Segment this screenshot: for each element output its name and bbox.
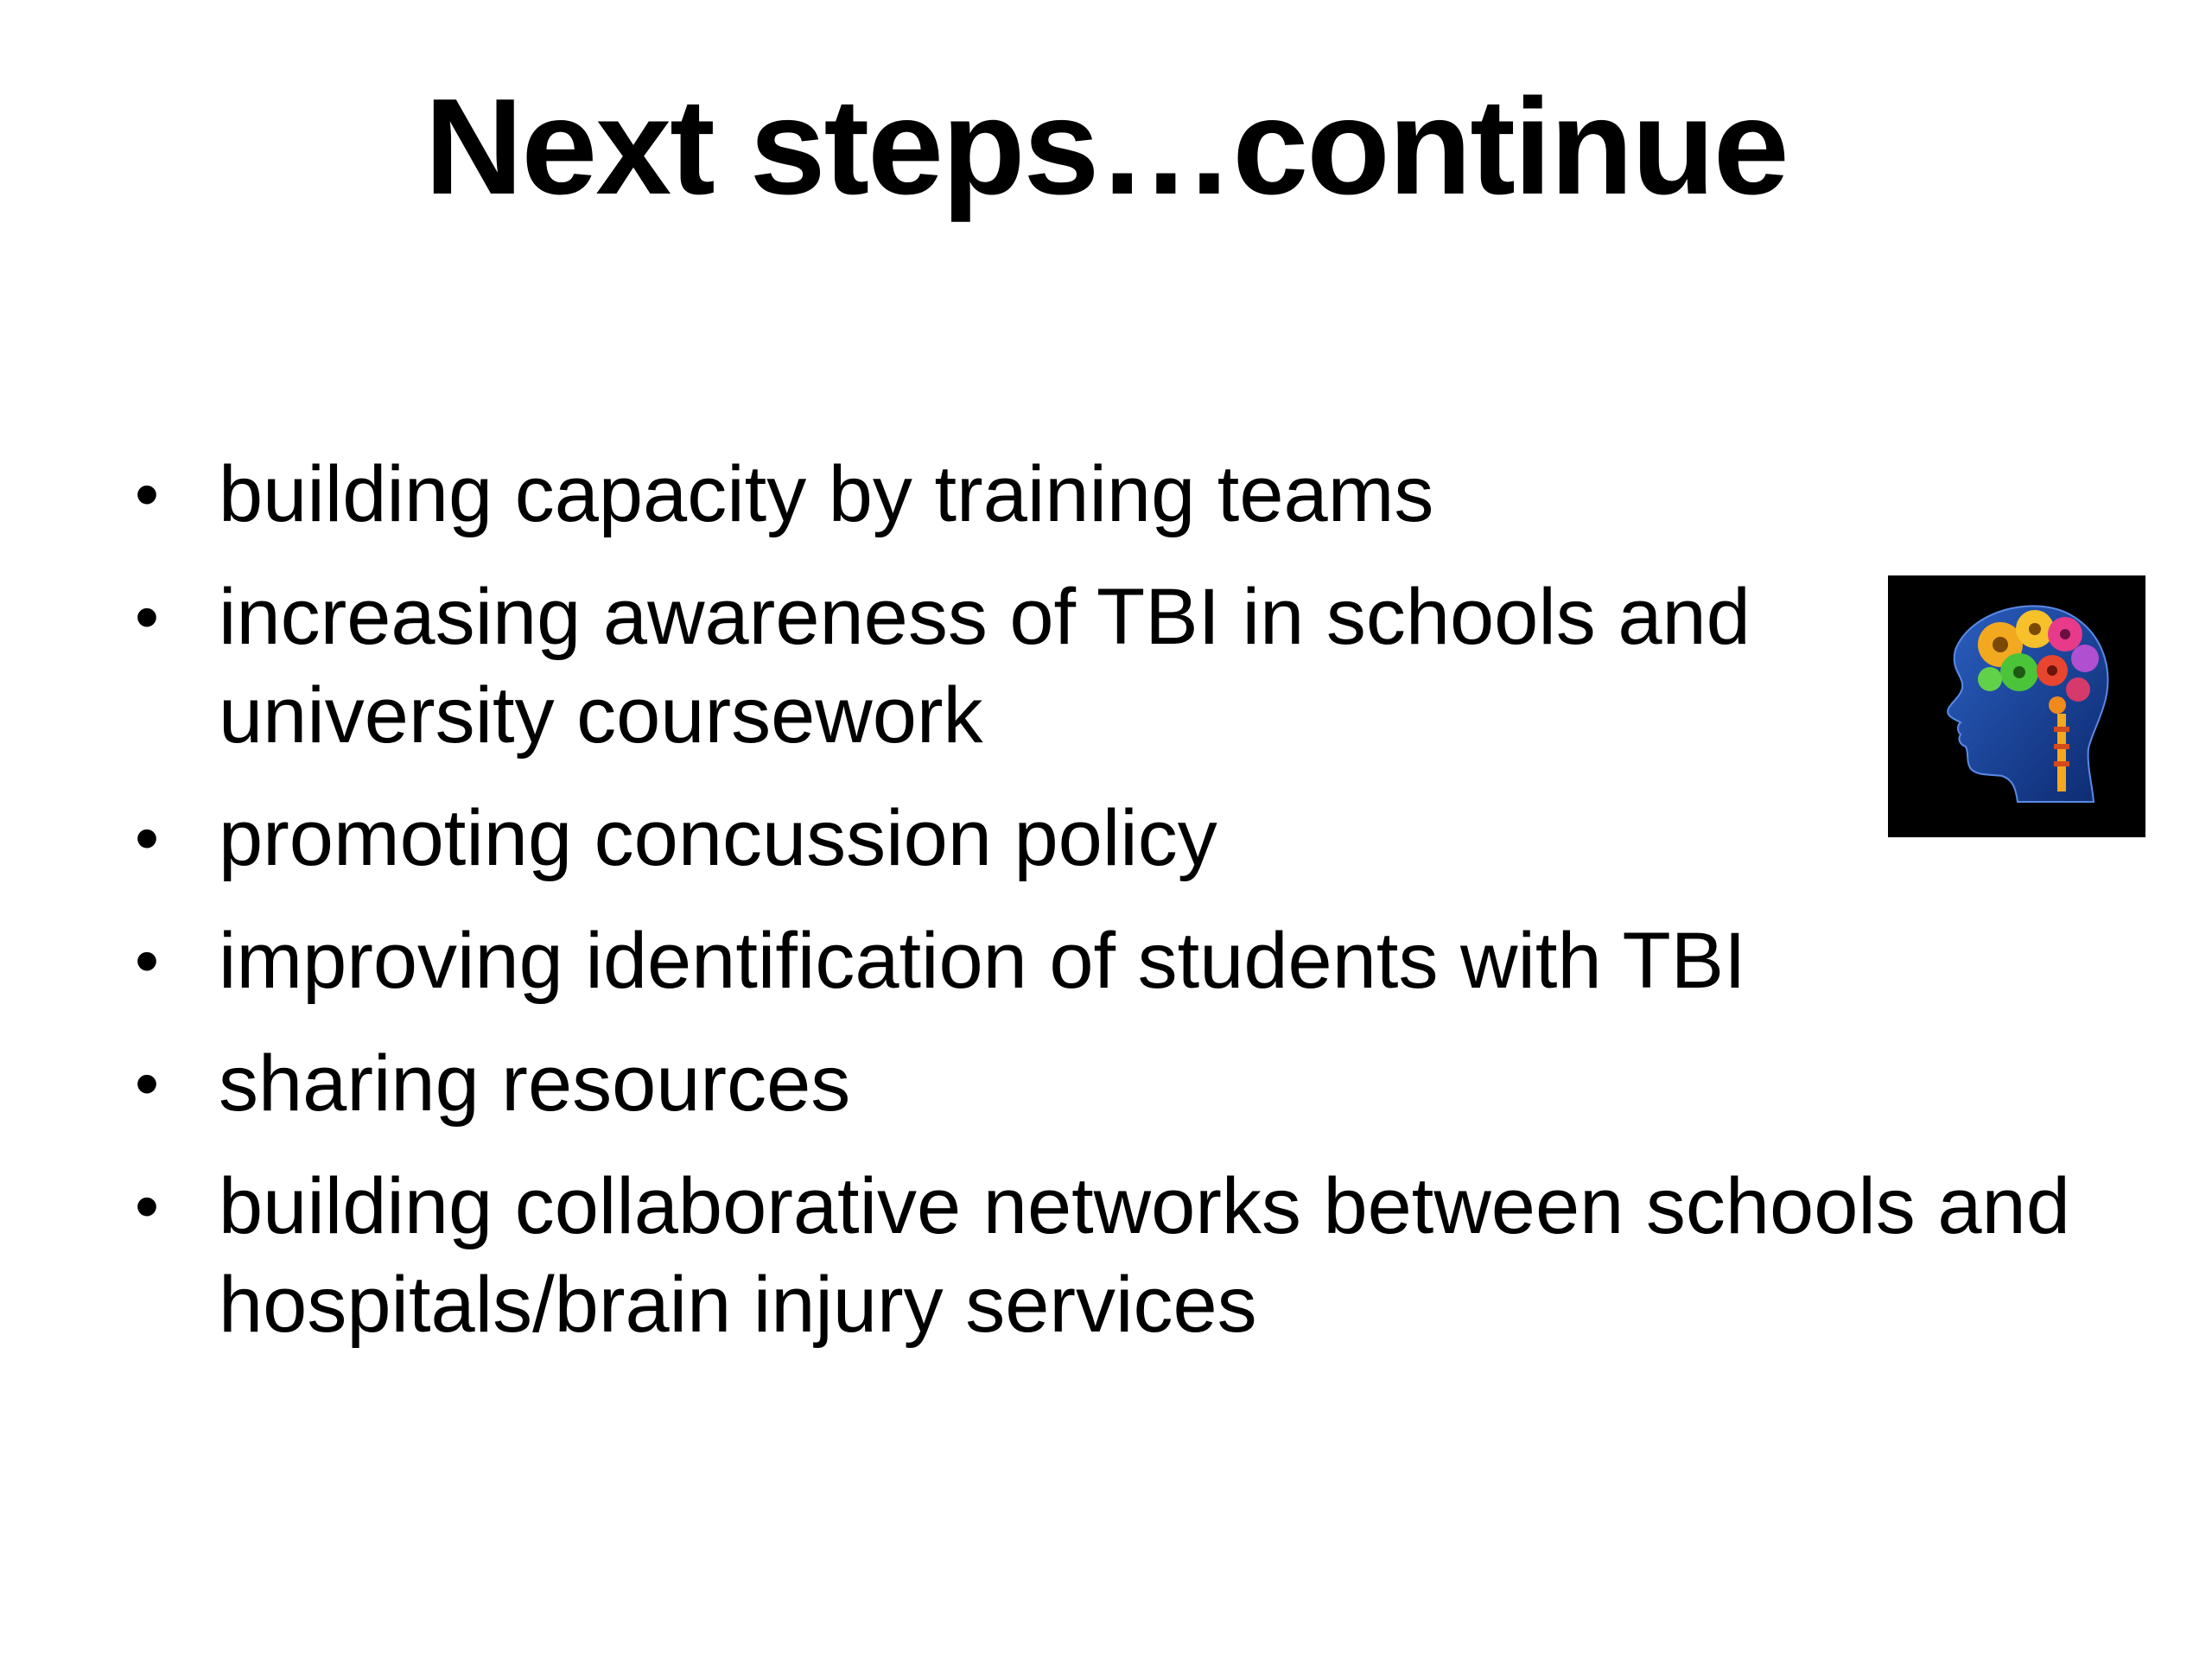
bullet-item — [130, 1034, 2117, 1133]
bullet-item — [130, 568, 2117, 765]
slide-title: Next steps…continue — [424, 71, 1788, 223]
bullet-item — [130, 1157, 2117, 1354]
head-with-gears-icon — [1888, 575, 2145, 837]
bullet-text: promoting concussion policy — [219, 794, 1217, 882]
bullet-dot: • — [135, 578, 160, 655]
bullet-item — [130, 789, 2117, 887]
bullet-text: sharing resources — [219, 1039, 851, 1128]
bullet-list — [130, 445, 2117, 1378]
bullet-item — [130, 912, 2117, 1010]
bullet-text: increasing awareness of TBI in schools and university coursework — [219, 573, 1751, 760]
bullet-dot: • — [135, 799, 160, 876]
bullet-text: building collaborative networks between schools and hospitals/brain injury services — [219, 1162, 2070, 1349]
head-with-gears-image — [1888, 575, 2145, 837]
bullet-dot: • — [135, 922, 160, 999]
bullet-text: improving identification of students with TBI — [219, 917, 1746, 1005]
bullet-item — [130, 445, 2117, 543]
bullet-dot: • — [135, 455, 160, 532]
bullet-dot: • — [135, 1167, 160, 1244]
bullet-text: building capacity by training teams — [219, 450, 1434, 538]
bullet-dot: • — [135, 1045, 160, 1122]
